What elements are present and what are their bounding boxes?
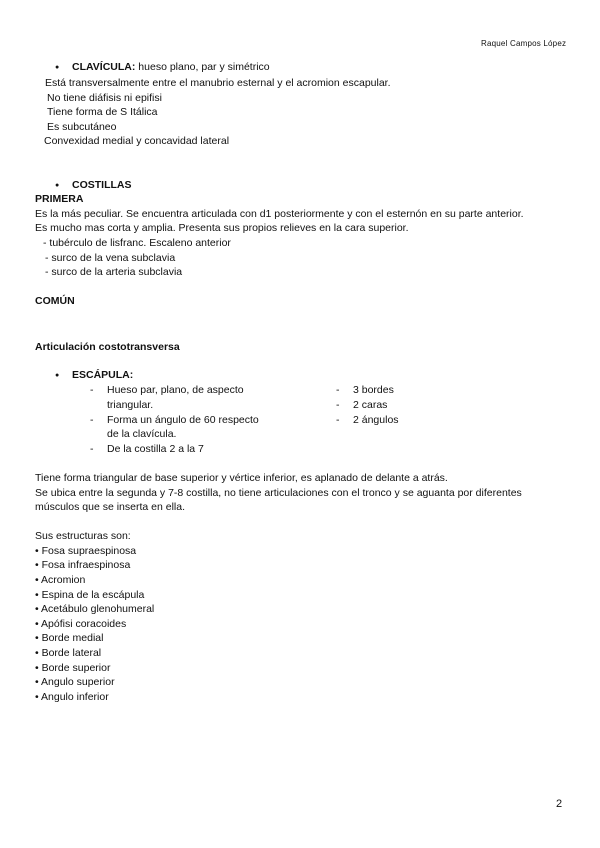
primera-heading: PRIMERA [35, 193, 84, 205]
escapula-left-item: de la clavícula. [107, 428, 177, 440]
costillas-paragraph: Es mucho mas corta y amplia. Presenta sus propios relieves en la cara superior. [35, 222, 409, 234]
estructura-item: • Angulo superior [35, 676, 115, 688]
page-number: 2 [556, 798, 563, 810]
escapula-left-item: De la costilla 2 a la 7 [107, 443, 204, 455]
escapula-left-item: triangular. [107, 399, 154, 411]
estructura-item: • Acromion [35, 574, 86, 586]
escapula-title: ● ESCÁPULA: [72, 369, 133, 382]
comun-heading: COMÚN [35, 295, 75, 307]
clavicula-line: Está transversalmente entre el manubrio esternal y el acromion escapular. [45, 77, 391, 89]
estructura-item: • Borde superior [35, 662, 111, 674]
costillas-list-item: - surco de la vena subclavia [45, 252, 176, 264]
escapula-paragraph: Se ubica entre la segunda y 7-8 costilla, no tiene articulaciones con el tronco y se aguanta por diferentes [35, 487, 522, 499]
estructuras-title: Sus estructuras son: [35, 530, 131, 542]
escapula-paragraph: músculos que se inserta en ella. [35, 501, 185, 513]
estructura-item: • Borde lateral [35, 647, 102, 659]
escapula-dash: - [336, 414, 340, 426]
escapula-right-item: 3 bordes [353, 384, 394, 396]
estructura-item: • Angulo inferior [35, 691, 109, 703]
escapula-left-item: Forma un ángulo de 60 respecto [107, 414, 259, 426]
clavicula-line: Convexidad medial y concavidad lateral [44, 135, 230, 147]
escapula-dash: - [90, 414, 94, 426]
escapula-dash: - [90, 443, 94, 455]
escapula-right-item: 2 ángulos [353, 414, 399, 426]
clavicula-line: Tiene forma de S Itálica [47, 106, 158, 118]
articulacion-heading: Articulación costotransversa [35, 341, 180, 353]
clavicula-title-rest: hueso plano, par y simétrico [135, 61, 270, 73]
clavicula-line: Es subcutáneo [47, 121, 117, 133]
estructura-item: • Borde medial [35, 632, 104, 644]
clavicula-line: No tiene diáfisis ni epifisi [47, 92, 162, 104]
costillas-paragraph: Es la más peculiar. Se encuentra articulada con d1 posteriormente y con el esternón en su parte anterior. [35, 208, 524, 220]
costillas-list-item: - tubérculo de lisfranc. Escaleno anterior [43, 237, 231, 249]
estructura-item: • Apófisi coracoides [35, 618, 127, 630]
escapula-dash: - [336, 399, 340, 411]
clavicula-heading [72, 61, 270, 74]
escapula-dash: - [336, 384, 340, 396]
estructura-item: • Fosa infraespinosa [35, 559, 131, 571]
header-author: Raquel Campos López [481, 39, 567, 48]
clavicula-title: CLAVÍCULA: [72, 61, 136, 73]
escapula-left-item: Hueso par, plano, de aspecto [107, 384, 244, 396]
escapula-right-item: 2 caras [353, 399, 388, 411]
estructura-item: • Acetábulo glenohumeral [35, 603, 155, 615]
escapula-dash: - [90, 384, 94, 396]
costillas-list-item: - surco de la arteria subclavia [45, 266, 183, 278]
escapula-paragraph: Tiene forma triangular de base superior y vértice inferior, es aplanado de delante a atrás. [35, 472, 448, 484]
estructura-item: • Espina de la escápula [35, 589, 145, 601]
estructura-item: • Fosa supraespinosa [35, 545, 137, 557]
costillas-title: ● COSTILLAS [72, 179, 132, 192]
